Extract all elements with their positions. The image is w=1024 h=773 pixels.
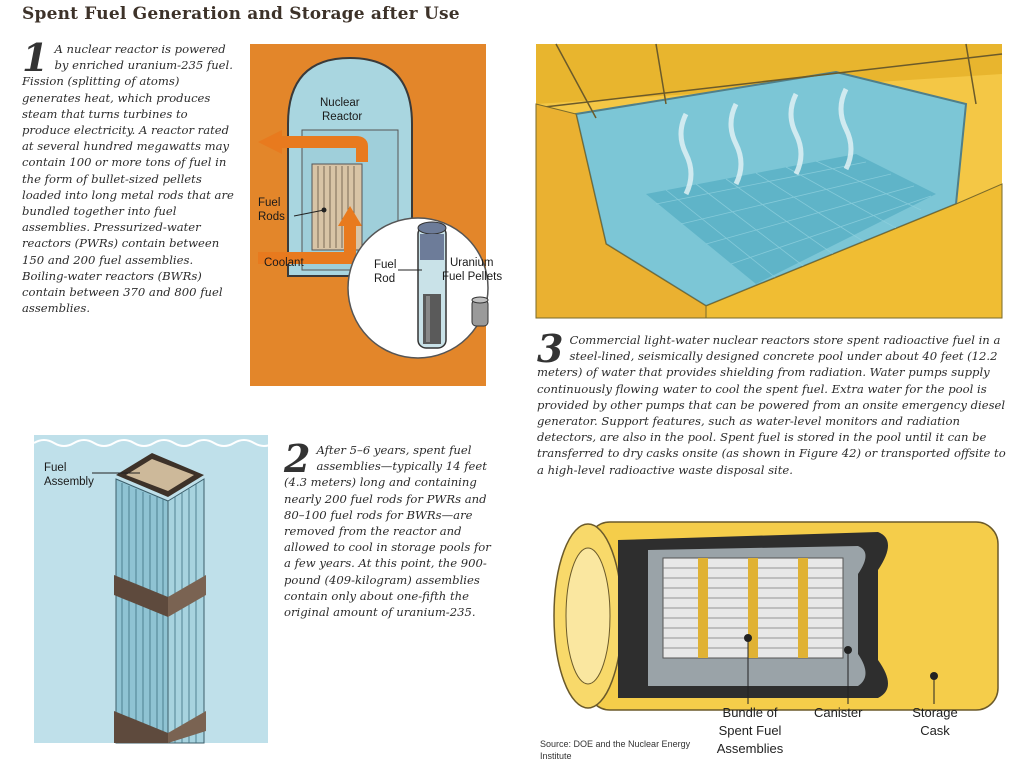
uranium-pellet [472,297,488,326]
fuel-rods-label-1: Fuel [258,197,281,209]
cask-svg [548,510,1012,728]
storage-cask-label: Storage Cask [912,705,958,738]
step-2-body: After 5–6 years, spent fuel assemblies—typically 14 feet (4.3 meters) long and containing nearly 200 fuel rods for PWRs and 80–100 fuel rods for BWRs—are removed from the reactor and allowed to cool in storage pools for a few years. At this point, the 900-pound (409-kilogram) assemblies contain only about one-fifth the original amount of uranium-235. [284,443,491,620]
reactor-label-2: Reactor [322,111,363,123]
assembly-label-2: Assembly [44,476,94,488]
pellets-label-2: Fuel Pellets [442,271,503,283]
single-fuel-rod [418,222,446,348]
storage-pool-illustration [536,44,1002,318]
step-1-text [22,35,236,316]
coolant-out-arrow [258,130,282,154]
pellets-label-1: Uranium [450,257,494,269]
fuel-rod-label-2: Rod [374,273,396,285]
step-3-body: Commercial light-water nuclear reactors store spent radioactive fuel in a steel-lined, seismically designed concrete pool under about 40 feet (12.2 meters) of water that provides shielding from radiation. Water pumps supply continuously flowing water to cool the spent fuel. Extra water for the pool is provided by other pumps that can be powered from an onsite emergency diesel generator. Support features, such as water-level monitors and radiation detectors, are also in the pool. Spent fuel is stored in the pool until it can be transferred to dry casks onsite (as shown in Figure 42) or transported offsite to a high-level radioactive waste disposal site. [537,333,1006,477]
dry-cask-illustration [548,510,1012,728]
step-3-number: 3 [537,326,564,371]
coolant-label: Coolant [264,257,304,269]
reactor-diagram [250,44,503,386]
canister-label: Canister [814,705,863,720]
step-3-text [537,326,1007,478]
reactor-illustration [250,44,503,386]
fuel-rods-label-2: Rods [258,211,285,223]
source-note: Source: DOE and the Nuclear Energy Institute [540,739,691,761]
step-2-number: 2 [284,436,311,481]
reactor-label-1: Nuclear [320,97,360,109]
bundle-label: Bundle of Spent Fuel Assemblies [716,705,784,756]
page-title: Spent Fuel Generation and Storage after Use [22,4,460,24]
step-1-number: 1 [22,35,49,80]
step-2-text [284,436,496,620]
fuel-rod-label-1: Fuel [374,259,397,271]
assembly-label-1: Fuel [44,462,67,474]
step-1-body: A nuclear reactor is powered by enriched uranium-235 fuel. Fission (splitting of atoms) generates heat, which produces steam that turns turbines to produce electricity. A reactor rated at several hundred megawatts may contain 100 or more tons of fuel in the form of bullet-sized pellets loaded into long metal rods that are bundled together into fuel assemblies. Pressurized-water reactors (PWRs) contain between 150 and 200 fuel assemblies. Boiling-water reactors (BWRs) contain between 370 and 800 fuel assemblies. [22,42,234,316]
assembly-svg [34,435,268,743]
pool-svg [536,44,1002,318]
fuel-assembly-illustration [34,435,268,743]
